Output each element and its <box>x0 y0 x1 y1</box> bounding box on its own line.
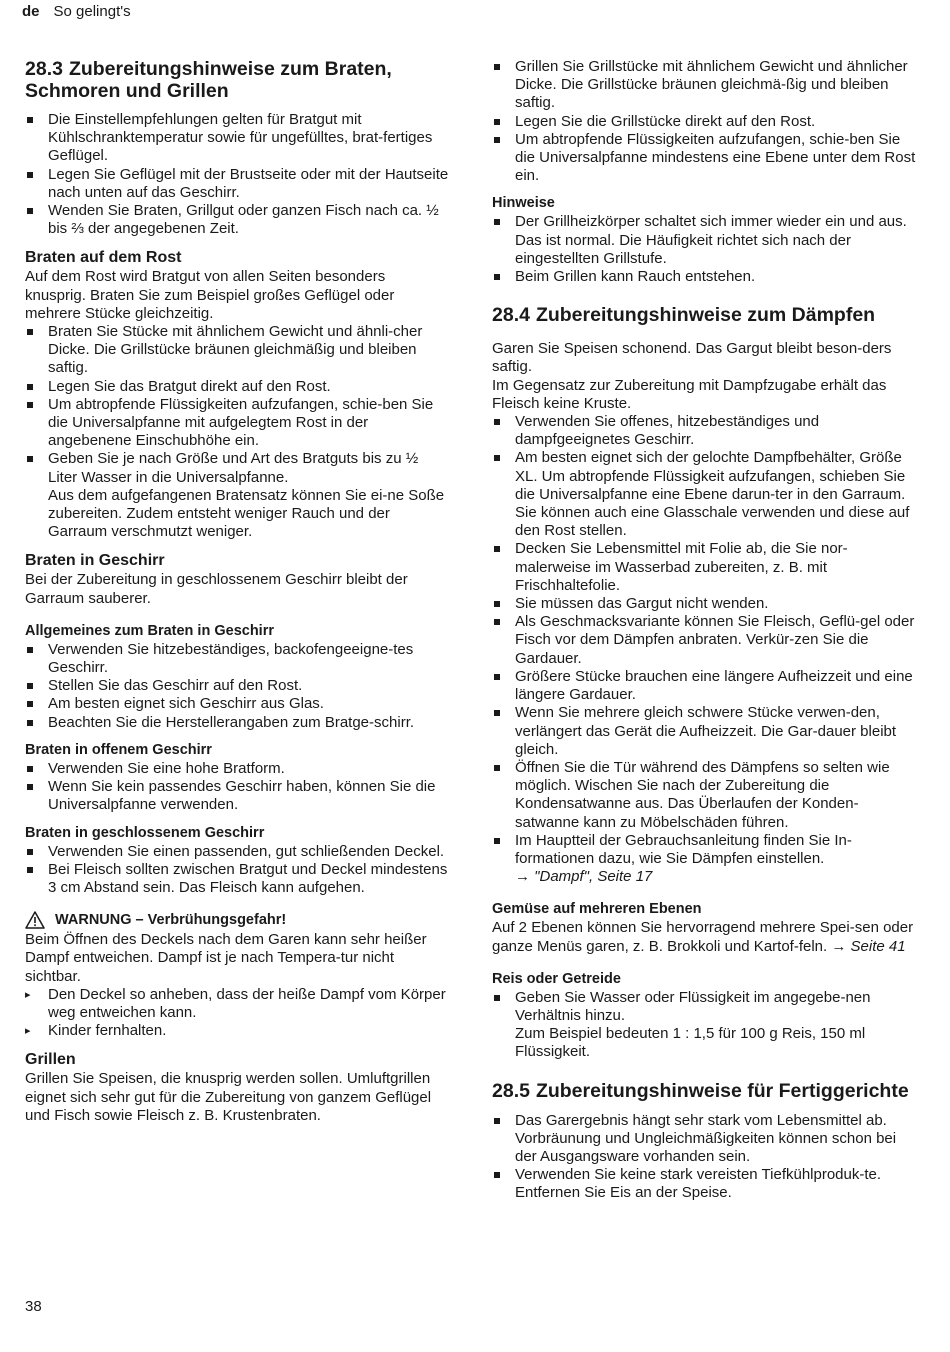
warning-paragraph: Beim Öffnen des Deckels nach dem Garen kann sehr heißer Dampf entweichen. Dampf ist je nach Tempera-tur nicht sichtbar. <box>25 931 427 985</box>
gemuese-paragraph: Auf 2 Ebenen können Sie hervorragend mehrere Spei-sen oder ganze Menüs garen, z. B. Brokkoli und Kartof-feln. → Seite 41 <box>492 919 914 955</box>
offen-list <box>25 760 450 815</box>
list-item: Verwenden Sie hitzebeständiges, backofengeeigne-tes Geschirr. <box>25 641 450 677</box>
list-item: Grillen Sie Grillstücke mit ähnlichem Gewicht und ähnlicher Dicke. Die Grillstücke bräunen gleichmä-ßig und bleiben saftig. <box>492 58 917 113</box>
fertiggerichte-list <box>492 1112 917 1203</box>
list-item: Verwenden Sie eine hohe Bratform. <box>25 760 450 778</box>
grillen-paragraph: Grillen Sie Speisen, die knusprig werden sollen. Umluftgrillen eignet sich sehr gut für die Zubereitung von ganzem Geflügel und Fisch sowie Fleisch z. B. Krustenbraten. <box>25 1070 432 1124</box>
cross-reference-link[interactable]: → Seite 41 <box>831 937 906 955</box>
rost-list <box>25 323 450 541</box>
grillen-heading: Grillen <box>25 1051 76 1069</box>
list-item: ▸ Den Deckel so anheben, dass der heiße Dampf vom Körper weg entweichen kann. <box>25 986 450 1022</box>
hinweise-list <box>492 213 917 286</box>
section-28-4-heading: 28.4 Zubereitungshinweise zum Dämpfen <box>492 304 876 327</box>
reis-list <box>492 989 917 1062</box>
list-item: Um abtropfende Flüssigkeiten aufzufangen, schie-ben Sie die Universalpfanne mit aufgelegtem Rost in der angebenene Einschubhöhe ein. <box>25 396 450 451</box>
list-item: Verwenden Sie offenes, hitzebeständiges und dampfgeeignetes Geschirr. <box>492 413 917 449</box>
list-item: ▸ Kinder fernhalten. <box>25 1022 450 1040</box>
cross-reference-link[interactable]: → "Dampf", Seite 17 <box>515 868 653 886</box>
right-column <box>492 58 917 1203</box>
section-28-5-heading: 28.5 Zubereitungshinweise für Fertiggerichte <box>492 1079 909 1102</box>
list-item: Beim Grillen kann Rauch entstehen. <box>492 268 917 286</box>
rost-paragraph: Auf dem Rost wird Bratgut von allen Seiten besonders knusprig. Braten Sie zum Beispiel großes Geflügel oder mehrere Stücke gleichzeitig. <box>25 268 395 322</box>
list-item: Legen Sie Geflügel mit der Brustseite oder mit der Hautseite nach unten auf das Geschirr. <box>25 166 450 202</box>
list-item: Um abtropfende Flüssigkeiten aufzufangen, schie-ben Sie die Universalpfanne mindestens eine Ebene unter dem Rost ein. <box>492 131 917 186</box>
list-item: Geben Sie Wasser oder Flüssigkeit im angegebe-nen Verhältnis hinzu. Zum Beispiel bedeuten 1 : 1,5 für 100 g Reis, 150 ml Flüssigkeit. <box>492 989 917 1062</box>
page-header <box>22 3 131 20</box>
grill-list <box>492 58 917 185</box>
list-item-note: Sie können auch eine Glasschale verwenden und diese auf den Rost stellen. <box>515 504 910 540</box>
geschlossen-heading: Braten in geschlossenem Geschirr <box>25 824 265 841</box>
section-28-3-heading: 28.3 Zubereitungshinweise zum Braten, Schmoren und Grillen <box>25 58 392 102</box>
list-item: Stellen Sie das Geschirr auf den Rost. <box>25 677 450 695</box>
list-item: Das Garergebnis hängt sehr stark vom Lebensmittel ab. Vorbräunung und Ungleichmäßigkeiten können schon bei der Ausgangsware vorhanden sein. <box>492 1112 917 1167</box>
daempfen-paragraph-2: Im Gegensatz zur Zubereitung mit Dampfzugabe erhält das Fleisch keine Kruste. <box>492 376 887 412</box>
list-item-note: Aus dem aufgefangenen Bratensatz können Sie ei-ne Soße zubereiten. Zudem entsteht weniger Rauch und der Garraum verschmutzt weniger. <box>48 486 445 541</box>
list-item: Geben Sie je nach Größe und Art des Bratguts bis zu ½ Liter Wasser in die Universalpfanne. Aus dem aufgefangenen Bratensatz können Sie ei-ne Soße zubereiten. Zudem entsteht weniger Rauch und der Garraum verschmutzt weniger. <box>25 450 450 541</box>
header-title: So gelingt's <box>53 3 131 20</box>
list-item: Legen Sie die Grillstücke direkt auf den Rost. <box>492 113 917 131</box>
language-code: de <box>22 3 40 20</box>
list-item: Im Hauptteil der Gebrauchsanleitung finden Sie In-formationen dazu, wie Sie Dämpfen einstellen. → "Dampf", Seite 17 <box>492 832 917 887</box>
general-list <box>25 111 450 238</box>
gemuese-heading: Gemüse auf mehreren Ebenen <box>492 901 702 918</box>
warning-heading: WARNUNG – Verbrühungsgefahr! <box>25 911 450 929</box>
list-item: Verwenden Sie einen passenden, gut schließenden Deckel. <box>25 843 450 861</box>
list-item: Öffnen Sie die Tür während des Dämpfens so selten wie möglich. Wischen Sie nach der Zubereitung die Kondensatwanne aus. Das Überlaufen der Konden-satwanne kann zu Möbelschäden führen. <box>492 759 917 832</box>
list-item: Am besten eignet sich Geschirr aus Glas. <box>25 695 450 713</box>
list-item: Beachten Sie die Herstellerangaben zum Bratge-schirr. <box>25 714 450 732</box>
allgemeines-list <box>25 641 450 732</box>
list-item: Größere Stücke brauchen eine längere Aufheizzeit und eine längere Gardauer. <box>492 668 917 704</box>
geschirr-paragraph: Bei der Zubereitung in geschlossenem Geschirr bleibt der Garraum sauberer. <box>25 571 408 607</box>
list-item: Legen Sie das Bratgut direkt auf den Rost. <box>25 378 450 396</box>
rost-heading: Braten auf dem Rost <box>25 249 182 267</box>
geschlossen-list <box>25 843 450 898</box>
list-item: Der Grillheizkörper schaltet sich immer wieder ein und aus. Das ist normal. Die Häufigkeit richtet sich nach der eingestellten Grillstufe. <box>492 213 917 268</box>
list-item: Wenden Sie Braten, Grillgut oder ganzen Fisch nach ca. ½ bis ⅔ der angegebenen Zeit. <box>25 202 450 238</box>
warning-triangle-icon <box>25 911 45 929</box>
warning-list <box>25 986 450 1041</box>
list-item: Wenn Sie kein passendes Geschirr haben, können Sie die Universalpfanne verwenden. <box>25 778 450 814</box>
list-item: Braten Sie Stücke mit ähnlichem Gewicht und ähnli-cher Dicke. Die Grillstücke bräunen gleichmäßig und bleiben saftig. <box>25 323 450 378</box>
left-column <box>25 58 450 1125</box>
list-item: Als Geschmacksvariante können Sie Fleisch, Geflü-gel oder Fisch vor dem Dämpfen anbraten. Verkür-zen Sie die Gardauer. <box>492 613 917 668</box>
list-item: Am besten eignet sich der gelochte Dampfbehälter, Größe XL. Um abtropfende Flüssigkeit aufzufangen, schieben Sie die Universalpfanne eine Ebene darun-ter in den Garraum. Sie können auch eine Glasschale verwenden und diese auf den Rost stellen. <box>492 449 917 540</box>
list-item: Decken Sie Lebensmittel mit Folie ab, die Sie nor-malerweise im Wasserbad zubereiten, z. B. mit Frischhaltefolie. <box>492 540 917 595</box>
list-item: Wenn Sie mehrere gleich schwere Stücke verwen-den, verlängert das Gerät die Aufheizzeit. Die Gar-dauer bleibt gleich. <box>492 704 917 759</box>
reis-heading: Reis oder Getreide <box>492 970 621 987</box>
list-item: Bei Fleisch sollten zwischen Bratgut und Deckel mindestens 3 cm Abstand sein. Das Fleisch kann aufgehen. <box>25 861 450 897</box>
list-item: Verwenden Sie keine stark vereisten Tiefkühlproduk-te. Entfernen Sie Eis an der Speise. <box>492 1166 917 1202</box>
hinweise-heading: Hinweise <box>492 195 555 212</box>
offen-heading: Braten in offenem Geschirr <box>25 741 212 758</box>
list-item-note: Zum Beispiel bedeuten 1 : 1,5 für 100 g Reis, 150 ml Flüssigkeit. <box>515 1025 866 1061</box>
list-item: Sie müssen das Gargut nicht wenden. <box>492 595 917 613</box>
daempfen-list <box>492 413 917 886</box>
list-item: Die Einstellempfehlungen gelten für Bratgut mit Kühlschranktemperatur sowie für ungefülltes, brat-fertiges Geflügel. <box>25 111 450 166</box>
daempfen-paragraph-1: Garen Sie Speisen schonend. Das Gargut bleibt beson-ders saftig. <box>492 340 892 376</box>
geschirr-heading: Braten in Geschirr <box>25 552 165 570</box>
allgemeines-heading: Allgemeines zum Braten in Geschirr <box>25 622 274 639</box>
page-number: 38 <box>25 1298 42 1315</box>
